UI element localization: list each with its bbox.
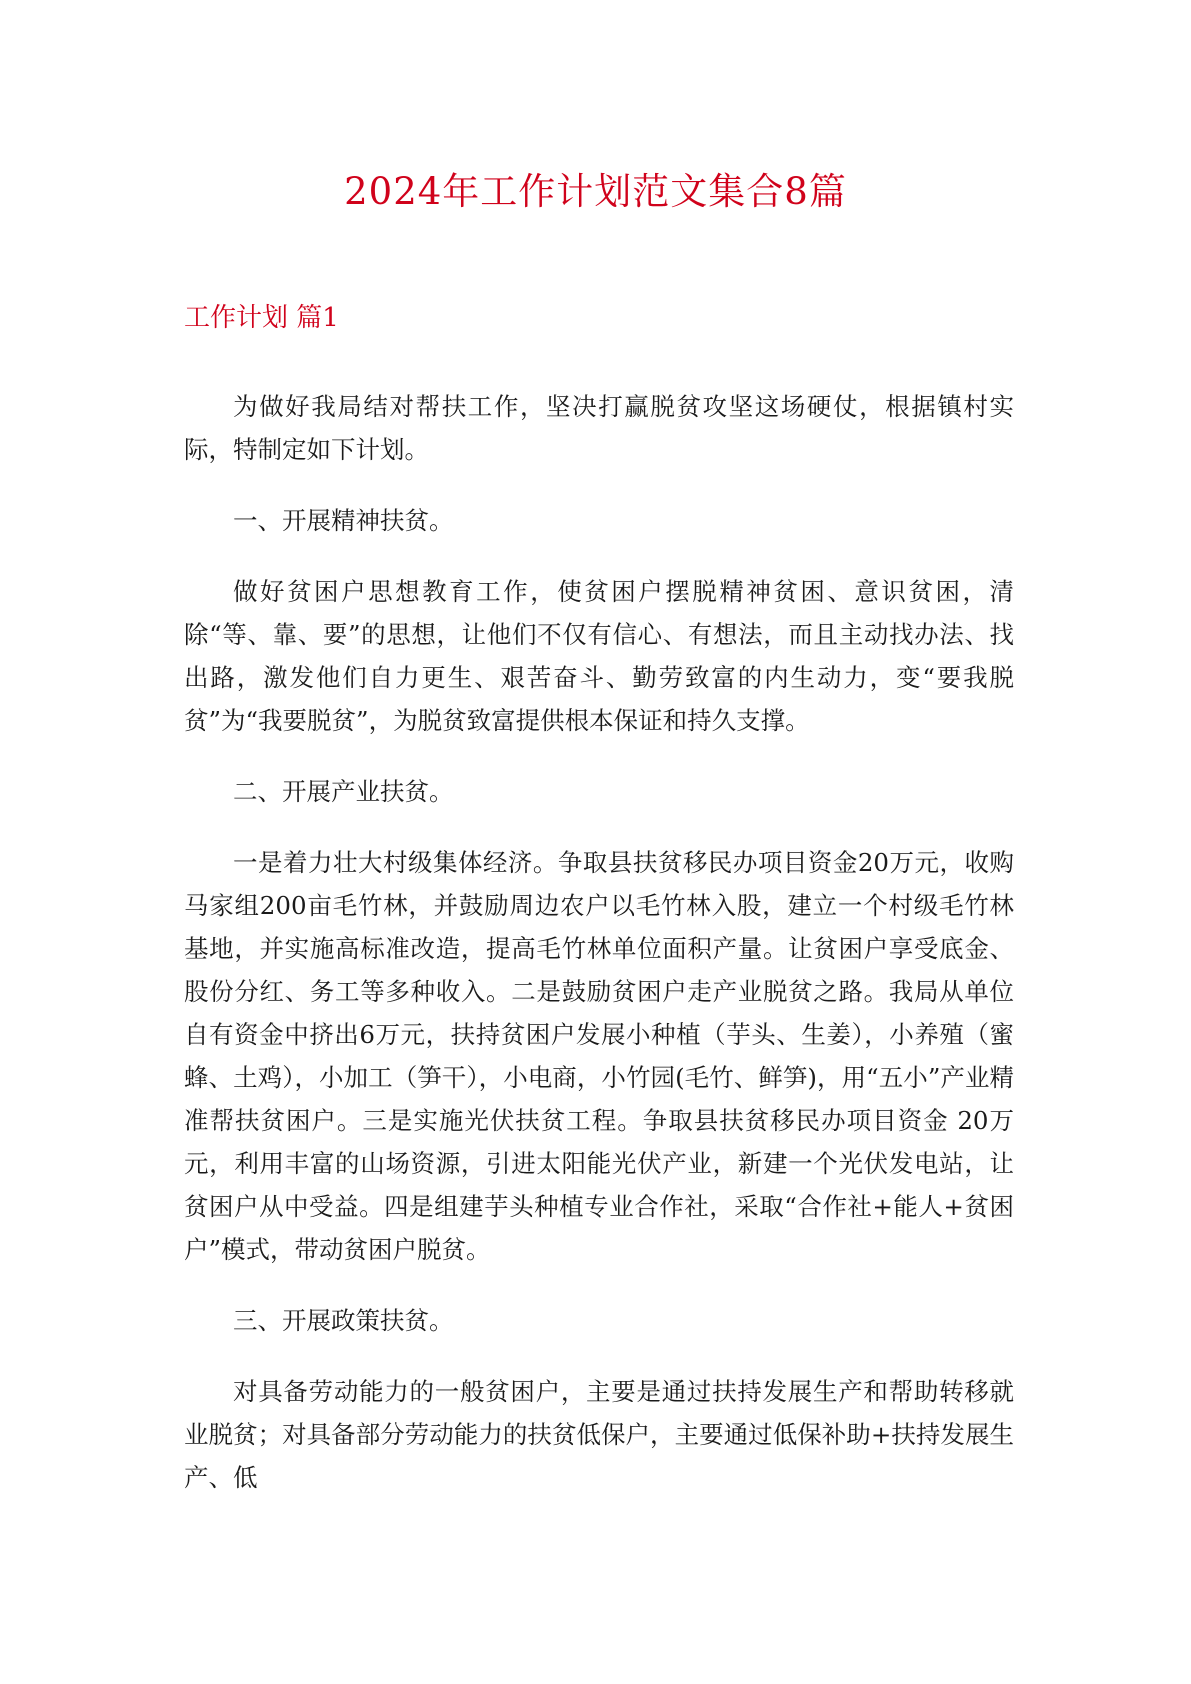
document-body — [184, 385, 1014, 1527]
subheading-industry-poverty: 二、开展产业扶贫。 — [233, 777, 454, 806]
paragraph-spiritual-poverty: 做好贫困户思想教育工作，使贫困户摆脱精神贫困、意识贫困，清除“等、靠、要”的思想，让他们不仅有信心、有想法，而且主动找办法、找出路，激发他们自力更生、艰苦奋斗、勤劳致富的内生动力，变“要我脱贫”为“我要脱贫”，为脱贫致富提供根本保证和持久支撑。 — [184, 577, 1014, 735]
section-heading: 工作计划 篇1 — [184, 303, 339, 333]
subheading-policy-poverty: 三、开展政策扶贫。 — [233, 1306, 454, 1335]
document-title: 2024年工作计划范文集合8篇 — [344, 170, 847, 213]
subheading-spiritual-poverty: 一、开展精神扶贫。 — [233, 506, 454, 535]
paragraph-policy-poverty: 对具备劳动能力的一般贫困户，主要是通过扶持发展生产和帮助转移就业脱贫；对具备部分劳动能力的扶贫低保户，主要通过低保补助+扶持发展生产、低 — [184, 1377, 1014, 1492]
paragraph-intro: 为做好我局结对帮扶工作，坚决打赢脱贫攻坚这场硬仗，根据镇村实际，特制定如下计划。 — [184, 392, 1014, 464]
paragraph-industry-poverty: 一是着力壮大村级集体经济。争取县扶贫移民办项目资金20万元，收购马家组200亩毛竹林，并鼓励周边农户以毛竹林入股，建立一个村级毛竹林基地，并实施高标准改造，提高毛竹林单位面积产量。让贫困户享受底金、股份分红、务工等多种收入。二是鼓励贫困户走产业脱贫之路。我局从单位自有资金中挤出6万元，扶持贫困户发展小种植（芋头、生姜），小养殖（蜜蜂、土鸡），小加工（笋干），小电商，小竹园(毛竹、鲜笋)，用“五小”产业精准帮扶贫困户。三是实施光伏扶贫工程。争取县扶贫移民办项目资金 20万元，利用丰富的山场资源，引进太阳能光伏产业，新建一个光伏发电站，让贫困户从中受益。四是组建芋头种植专业合作社，采取“合作社+能人+贫困户”模式，带动贫困户脱贫。 — [184, 848, 1014, 1264]
